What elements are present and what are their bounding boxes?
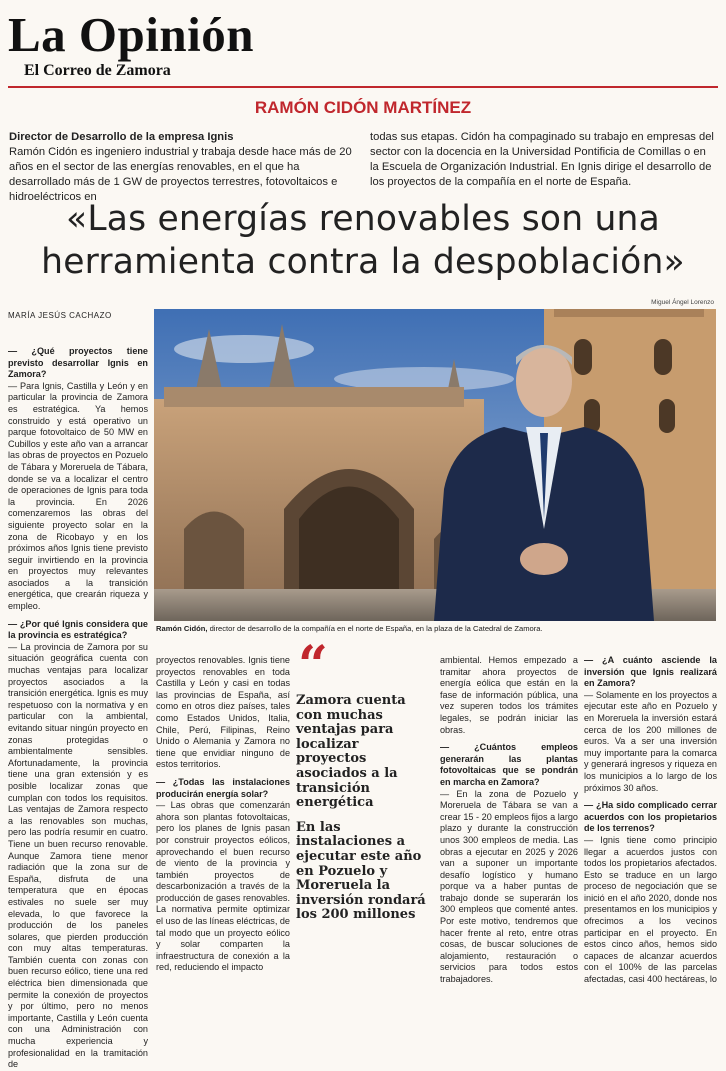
article-photo — [154, 309, 716, 621]
question: — ¿A cuánto asciende la inversión que Ignis realizará en Zamora? — [584, 655, 717, 689]
question: — ¿Todas las instalaciones producirán energía solar? — [156, 776, 290, 799]
question: — ¿Por qué Ignis considera que la provincia es estratégica? — [8, 618, 148, 641]
intro-left — [9, 130, 357, 205]
intro-bio-part1: Ramón Cidón es ingeniero industrial y trabaja desde hace más de 20 años en el sector de las energías renovables, en el que ha desarrollado más de 1 GW de proyectos terrestres, fotovoltaicos e hidroeléctricos en — [9, 146, 352, 203]
intro-role: Director de Desarrollo de la empresa Ignis — [9, 131, 234, 143]
photo-credit: Miguel Ángel Lorenzo — [651, 299, 714, 306]
column-3 — [440, 655, 578, 986]
pull-quote — [296, 694, 430, 933]
byline: MARÍA JESÚS CACHAZO — [8, 311, 112, 320]
caption-name: Ramón Cidón, — [156, 624, 208, 633]
masthead-rule — [8, 86, 718, 88]
question: — ¿Cuántos empleos generarán las plantas fotovoltaicas que se pondrán en marcha en Zamora? — [440, 742, 578, 787]
answer: — Solamente en los proyectos a ejecutar este año en Pozuelo y en Moreruela la inversión estará cerca de los 200 millones de euros. Va a ser una inversión muy importante para la comarca y generará ingresos y riqueza en los municipios a lo largo de los próximos 30 años. — [584, 689, 717, 793]
quote-mark-icon: “ — [298, 635, 328, 696]
masthead-subtitle: El Correo de Zamora — [24, 62, 171, 79]
question: — ¿Qué proyectos tiene previsto desarrollar Ignis en Zamora? — [8, 346, 148, 380]
answer: — La provincia de Zamora por su situación geográfica cuenta con muchas ventajas para localizar proyectos asociados a la transición energética. Ignis es muy respetuoso con la normativa y en particular con la ambiental, evitando situar ningún proyecto en zonas protegidas o ambientalmente sensibles. Afortunadamente, la provincia tiene una gran extensión y es posible localizar zonas que cumplan con todos los requisitos. Las ventajas de Zamora respecto a las renovables son muchas, pero las podría resumir en cuatro. Tiene un buen recurso renovable. Aunque Zamora tiene menor radiación que la zona sur de España, disfruta de una temperatura que en épocas estivales no suele ser muy elevada, lo que favorece la producción de los paneles solares, que pierden producción con muy altas temperaturas. También cuenta con zonas con buen recurso eólico, tiene una red eléctrica bien dimensionada que permite la conexión de proyectos y por último, pero no menos importante, Castilla y León cuenta con una Administración con mucha experiencia y profesionalidad en la tramitación de — [8, 641, 149, 1070]
answer: — Las obras que comenzarán ahora son plantas fotovoltaicas, pero los planes de Ignis pasan por construir proyectos eólicos, aprovechando el buen recurso de viento de la provincia y también proyectos de descarbonización a través de la producción de gases renovables. La normativa permite optimizar el uso de las líneas eléctricas, de tal modo que un proyecto eólico y solar comparten la infraestructura de conexión a la red, reduciendo el impacto — [156, 800, 290, 973]
intro-bio-part2: todas sus etapas. Cidón ha compaginado su trabajo en empresas del sector con la docencia en la Universidad Pontificia de Comillas o en la Escuela de Organización Industrial. En Ignis dirige el desarrollo de los proyectos de la compañía en el norte de España. — [370, 131, 714, 188]
answer: — Ignis tiene como principio llegar a acuerdos justos con todos los propietarios afectados. Esto se traduce en un largo proceso de negociación que se inició en el año 2020, donde nos presentamos en los municipios y ofrecimos a los vecinos participar en el proyecto. En estos cinco años, hemos sido capaces de alcanzar acuerdos con el 100% de las parcelas afectadas, casi 400 hectáreas, lo — [584, 834, 717, 985]
answer: — En la zona de Pozuelo y Moreruela de Tábara se van a crear 15 - 20 empleos fijos a largo plazo y durante la construcción unos 300 empleos de media. Las obras a ejecutar en 2025 y 2026 van a suponer un importante desafío logístico y humano porque va a haber puntas de trabajo donde se superarán los 300 empleos que comenté antes. Por este motivo, tendremos que hacer frente al reto, entre otras cosas, de buscar soluciones de alojamiento, restauración o servicios para todos estos trabajadores. — [440, 788, 578, 985]
masthead-title: La Opinión — [8, 7, 255, 62]
pull-quote-2: En las instalaciones a ejecutar este año en Pozuelo y Moreruela la inversión rondará los 200 millones — [296, 819, 426, 923]
question: — ¿Ha sido complicado cerrar acuerdos con los propietarios de los terrenos? — [584, 800, 717, 834]
column-2 — [156, 655, 290, 974]
answer: — Para Ignis, Castilla y León y en particular la provincia de Zamora es estratégica. Ya hemos construido y está operativo un parque fotovoltaico de 50 MW en Cubillos y este año van a arrancar las obras de proyectos en Pozuelo de Tábara y Moreruela de Tábara, donde se va a localizar el centro de operaciones de Ignis para toda la provincia. En 2026 comenzaremos las obras del siguiente proyecto solar en la zona de Ricobayo y en los próximos años Ignis tiene previsto seguir invirtiendo en la provincia en proyectos muy relevantes asociados a la transición energética, que crearán riqueza y empleo. — [8, 380, 148, 612]
pull-quote-1: Zamora cuenta con muchas ventajas para localizar proyectos asociados a la transición energética — [296, 693, 406, 811]
column-1 — [8, 346, 148, 1071]
headline: «Las energías renovables son una herramienta contra la despoblación» — [41, 199, 685, 282]
answer: proyectos renovables. Ignis tiene proyectos renovables en toda Castilla y León y casi en todas las provincias de España, así como en otros diez países, tales como Estados Unidos, Italia, Chile, Perú, Filipinas, Reino Unido o Alemania y Zamora no tiene que envidiar ninguno de estos territorios. — [156, 655, 290, 770]
caption-text: director de desarrollo de la compañía en el norte de España, en la plaza de la Catedral de Zamora. — [207, 624, 543, 633]
answer: ambiental. Hemos empezado a tramitar ahora proyectos de energía eólica que están en la fase de información pública, una vez superen todos los trámites legales, se podrán iniciar las obras. — [440, 655, 578, 735]
intro-right — [370, 130, 716, 190]
column-4 — [584, 655, 717, 986]
interviewee-name: RAMÓN CIDÓN MARTÍNEZ — [254, 98, 472, 117]
photo-caption — [156, 624, 716, 633]
